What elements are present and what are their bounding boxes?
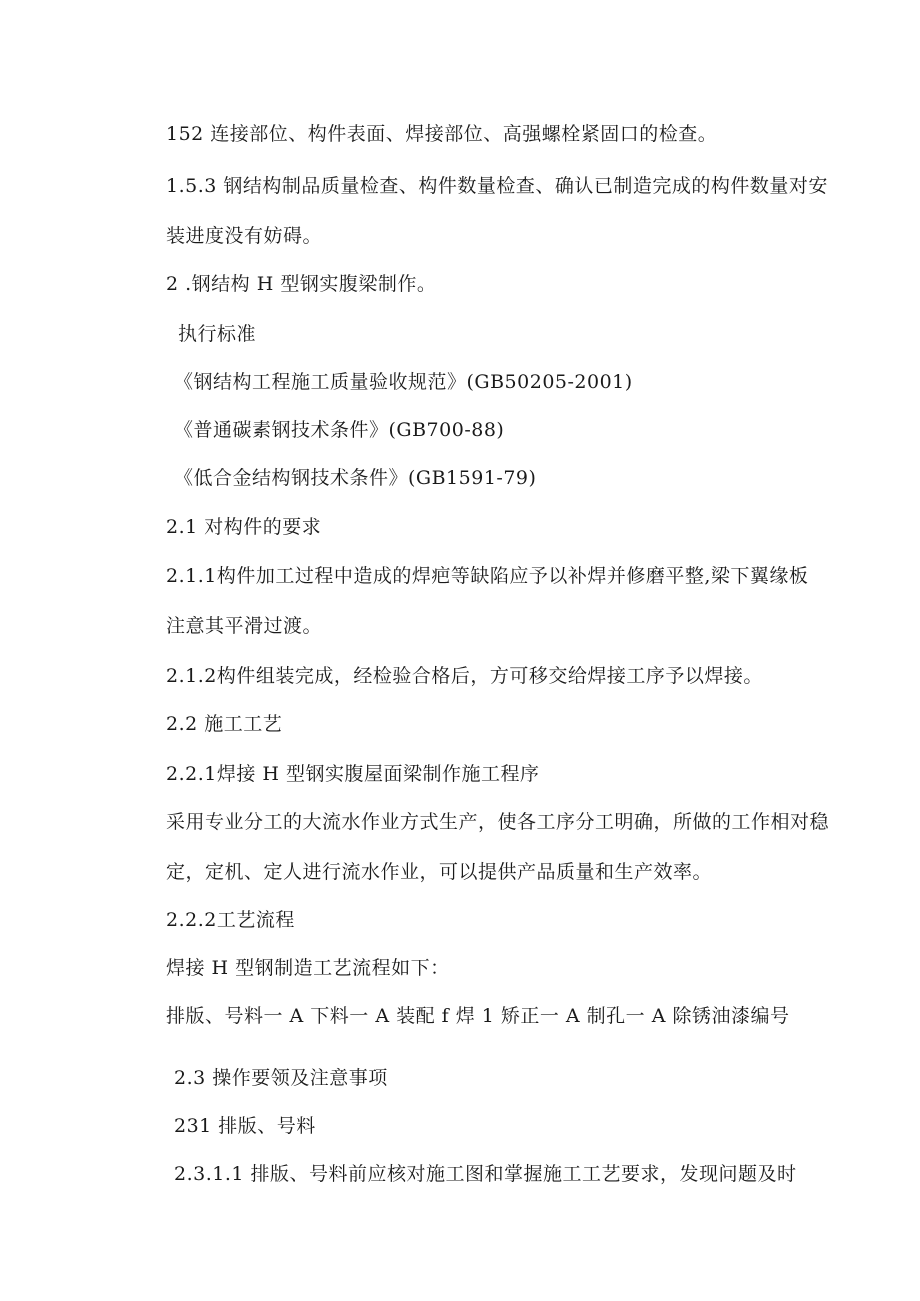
process-flow-line: 排版、号料一 A 下料一 A 装配 f 焊 1 矫正一 A 制孔一 A 除锈油漆编号	[166, 1005, 790, 1027]
text-line: 2.1.2构件组装完成，经检验合格后，方可移交给焊接工序予以焊接。	[166, 665, 763, 687]
standard-reference: 《普通碳素钢技术条件》(GB700-88)	[174, 419, 505, 441]
standard-reference: 《低合金结构钢技术条件》(GB1591-79)	[174, 467, 537, 489]
subheading: 231 排版、号料	[174, 1115, 316, 1137]
text-line: 装进度没有妨碍。	[166, 225, 323, 247]
section-heading: 2 .钢结构 H 型钢实腹梁制作。	[166, 273, 437, 295]
text-line: 注意其平滑过渡。	[166, 615, 323, 637]
section-heading: 2.3 操作要领及注意事项	[174, 1067, 388, 1089]
section-heading: 2.1 对构件的要求	[166, 516, 322, 538]
text-line: 定，定机、定人进行流水作业，可以提供产品质量和生产效率。	[166, 861, 713, 883]
text-line: 采用专业分工的大流水作业方式生产，使各工序分工明确，所做的工作相对稳	[166, 811, 830, 833]
text-line: 152 连接部位、构件表面、焊接部位、高强螺栓紧固口的检查。	[166, 123, 718, 145]
text-line: 焊接 H 型钢制造工艺流程如下：	[166, 957, 450, 979]
text-line: 2.1.1构件加工过程中造成的焊疤等缺陷应予以补焊并修磨平整,梁下翼缘板	[166, 565, 809, 587]
standard-reference: 《钢结构工程施工质量验收规范》(GB50205-2001)	[174, 371, 633, 393]
section-heading: 2.2 施工工艺	[166, 713, 283, 735]
subheading: 执行标准	[178, 323, 257, 345]
text-line: 2.2.1焊接 H 型钢实腹屋面梁制作施工程序	[166, 763, 540, 785]
text-line: 1.5.3 钢结构制品质量检查、构件数量检查、确认已制造完成的构件数量对安	[166, 175, 828, 197]
text-line: 2.3.1.1 排版、号料前应核对施工图和掌握施工工艺要求，发现问题及时	[174, 1163, 797, 1185]
section-heading: 2.2.2工艺流程	[166, 909, 295, 931]
